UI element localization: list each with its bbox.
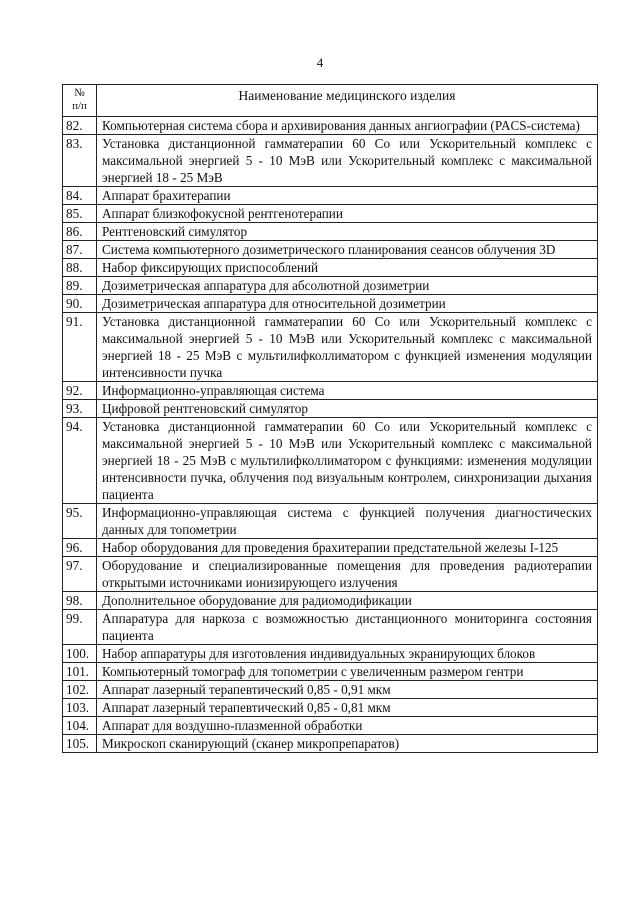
table-row [63, 259, 598, 277]
row-number: 95. [63, 504, 97, 539]
table-row [63, 717, 598, 735]
device-name: Дозиметрическая аппаратура для относительной дозиметрии [97, 295, 598, 313]
table-row [63, 313, 598, 382]
device-name: Информационно-управляющая система с функцией получения диагностических данных для топометрии [97, 504, 598, 539]
device-name: Дополнительное оборудование для радиомодификации [97, 592, 598, 610]
device-name: Установка дистанционной гамматерапии 60 Со или Ускорительный комплекс с максимальной энергией 5 - 10 МэВ или Ускорительный комплекс с максимальной энергией 18 - 25 МэВ с мультилифколлиматором с функцией изменения модуляции интенсивности пучка [97, 313, 598, 382]
row-number: 98. [63, 592, 97, 610]
page-number: 4 [316, 55, 324, 70]
device-name: Установка дистанционной гамматерапии 60 Со или Ускорительный комплекс с максимальной энергией 5 - 10 МэВ или Ускорительный комплекс с максимальной энергией 18 - 25 МэВ с мультилифколлиматором с функциями: изменения модуляции интенсивности пучка, облучения под визуальным контролем, синхронизации дыхания пациента [97, 418, 598, 504]
row-number: 103. [63, 699, 97, 717]
table-row [63, 205, 598, 223]
row-number: 86. [63, 223, 97, 241]
table-row [63, 681, 598, 699]
device-name: Система компьютерного дозиметрического планирования сеансов облучения 3D [97, 241, 598, 259]
table-row [63, 277, 598, 295]
device-name: Компьютерный томограф для топометрии с увеличенным размером гентри [97, 663, 598, 681]
header-num-symbol: № [74, 87, 85, 99]
table-row [63, 735, 598, 753]
header-num-abbr: п/п [72, 100, 87, 112]
row-number: 87. [63, 241, 97, 259]
row-number: 92. [63, 382, 97, 400]
table-row [63, 699, 598, 717]
row-number: 89. [63, 277, 97, 295]
device-name: Аппаратура для наркоза с возможностью дистанционного мониторинга состояния пациента [97, 610, 598, 645]
row-number: 105. [63, 735, 97, 753]
device-name: Аппарат лазерный терапевтический 0,85 - 0,81 мкм [97, 699, 598, 717]
table-row [63, 382, 598, 400]
header-name: Наименование медицинского изделия [97, 85, 598, 117]
table-row [63, 223, 598, 241]
table-row [63, 610, 598, 645]
row-number: 104. [63, 717, 97, 735]
row-number: 101. [63, 663, 97, 681]
medical-devices-table [62, 84, 598, 753]
table-row [63, 187, 598, 205]
device-name: Информационно-управляющая система [97, 382, 598, 400]
table-row [63, 557, 598, 592]
row-number: 96. [63, 539, 97, 557]
table-header-row [63, 85, 598, 117]
row-number: 94. [63, 418, 97, 504]
row-number: 83. [63, 135, 97, 187]
row-number: 82. [63, 117, 97, 135]
table-row [63, 504, 598, 539]
device-name: Рентгеновский симулятор [97, 223, 598, 241]
table-row [63, 295, 598, 313]
table-row [63, 645, 598, 663]
device-name: Дозиметрическая аппаратура для абсолютной дозиметрии [97, 277, 598, 295]
device-name: Набор оборудования для проведения брахитерапии предстательной железы I-125 [97, 539, 598, 557]
device-name: Оборудование и специализированные помещения для проведения радиотерапии открытыми источниками ионизирующего излучения [97, 557, 598, 592]
table-row [63, 117, 598, 135]
row-number: 88. [63, 259, 97, 277]
device-name: Компьютерная система сбора и архивирования данных ангиографии (PACS-система) [97, 117, 598, 135]
table-row [63, 400, 598, 418]
row-number: 91. [63, 313, 97, 382]
row-number: 85. [63, 205, 97, 223]
table-row [63, 241, 598, 259]
device-name: Аппарат близкофокусной рентгенотерапии [97, 205, 598, 223]
row-number: 84. [63, 187, 97, 205]
row-number: 99. [63, 610, 97, 645]
table-row [63, 592, 598, 610]
row-number: 90. [63, 295, 97, 313]
device-name: Микроскоп сканирующий (сканер микропрепаратов) [97, 735, 598, 753]
header-num [63, 85, 97, 117]
row-number: 93. [63, 400, 97, 418]
device-name: Аппарат лазерный терапевтический 0,85 - 0,91 мкм [97, 681, 598, 699]
device-name: Установка дистанционной гамматерапии 60 Со или Ускорительный комплекс с максимальной энергией 5 - 10 МэВ или Ускорительный комплекс с максимальной энергией 18 - 25 МэВ [97, 135, 598, 187]
device-name: Набор аппаратуры для изготовления индивидуальных экранирующих блоков [97, 645, 598, 663]
row-number: 97. [63, 557, 97, 592]
row-number: 100. [63, 645, 97, 663]
table-row [63, 135, 598, 187]
device-name: Цифровой рентгеновский симулятор [97, 400, 598, 418]
table-row [63, 663, 598, 681]
table-row [63, 539, 598, 557]
device-name: Набор фиксирующих приспособлений [97, 259, 598, 277]
row-number: 102. [63, 681, 97, 699]
device-name: Аппарат брахитерапии [97, 187, 598, 205]
table-row [63, 418, 598, 504]
device-name: Аппарат для воздушно-плазменной обработки [97, 717, 598, 735]
